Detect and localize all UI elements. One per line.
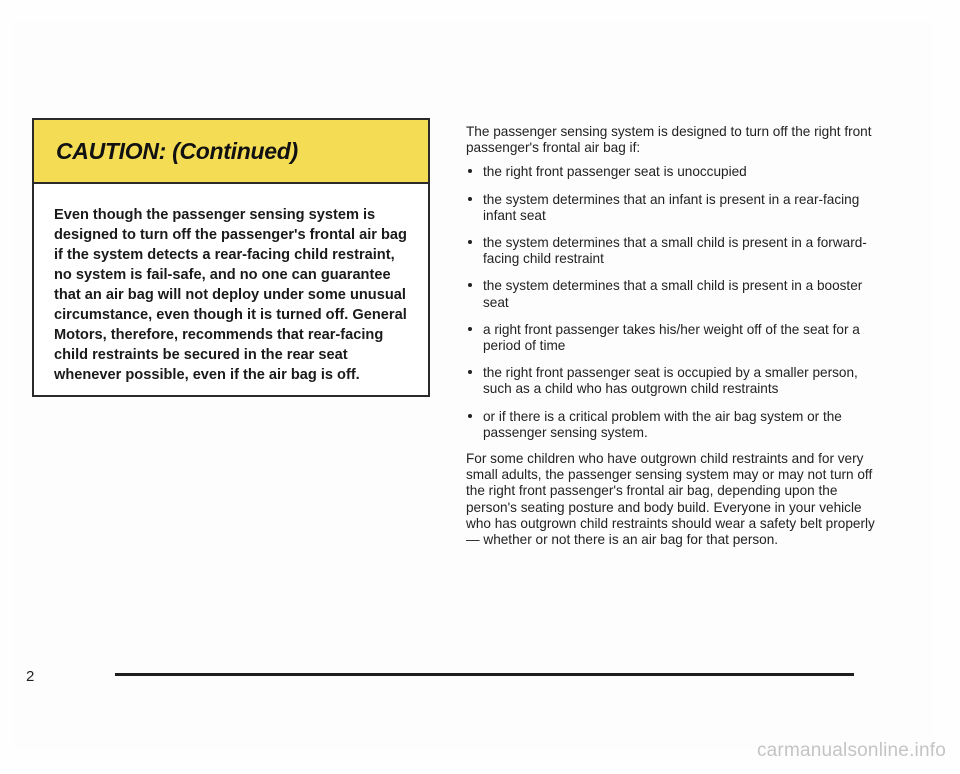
list-item-text: the right front passenger seat is occupied by a smaller person, such as a child who has outgrown child restraints bbox=[483, 365, 858, 397]
bullet-icon bbox=[468, 197, 472, 201]
list-item-text: the system determines that a small child is present in a booster seat bbox=[483, 278, 863, 310]
bullet-icon bbox=[468, 283, 472, 287]
caution-header bbox=[34, 120, 428, 184]
main-content bbox=[466, 124, 886, 548]
list-item bbox=[466, 192, 886, 224]
bullet-icon bbox=[468, 169, 472, 173]
caution-body-text: Even though the passenger sensing system is designed to turn off the passenger's frontal air bag if the system detects a rear-facing child restraint, no system is fail-safe, and no one can guarantee that an air bag will not deploy under some unusual circumstance, even though it is turned off. General Motors, therefore, recommends that rear-facing child restraints be secured in the rear seat whenever possible, even if the air bag is off. bbox=[54, 207, 407, 383]
list-item bbox=[466, 278, 886, 310]
list-item-text: the system determines that a small child is present in a forward-facing child restraint bbox=[483, 235, 867, 267]
caution-title: CAUTION: (Continued) bbox=[56, 137, 298, 164]
bullet-icon bbox=[468, 327, 472, 331]
intro-paragraph: The passenger sensing system is designed to turn off the right front passenger's frontal air bag if: bbox=[466, 124, 872, 156]
list-item-text: the right front passenger seat is unoccupied bbox=[483, 164, 747, 180]
closing-paragraph: For some children who have outgrown child restraints and for very small adults, the passenger sensing system may or may not turn off the right front passenger's frontal air bag, depending upon the person's seating posture and body build. Everyone in your vehicle who has outgrown child restraints should wear a safety belt properly — whether or not there is an air bag for that person. bbox=[466, 451, 875, 548]
bullet-icon bbox=[468, 240, 472, 244]
list-item-text: the system determines that an infant is present in a rear-facing infant seat bbox=[483, 191, 860, 223]
list-item bbox=[466, 322, 886, 354]
list-item bbox=[466, 164, 886, 180]
list-item bbox=[466, 409, 886, 441]
bullet-icon bbox=[468, 370, 472, 374]
list-item-text: a right front passenger takes his/her weight off of the seat for a period of time bbox=[483, 321, 860, 354]
page-number: 2 bbox=[26, 668, 35, 685]
bullet-list bbox=[466, 164, 886, 441]
bullet-icon bbox=[468, 414, 472, 418]
caution-box bbox=[32, 118, 430, 397]
list-item-text: or if there is a critical problem with the air bag system or the passenger sensing system. bbox=[483, 408, 842, 440]
watermark-text: carmanualsonline.info bbox=[756, 740, 946, 761]
list-item bbox=[466, 235, 886, 267]
list-item bbox=[466, 365, 886, 397]
footer-divider bbox=[115, 673, 854, 676]
